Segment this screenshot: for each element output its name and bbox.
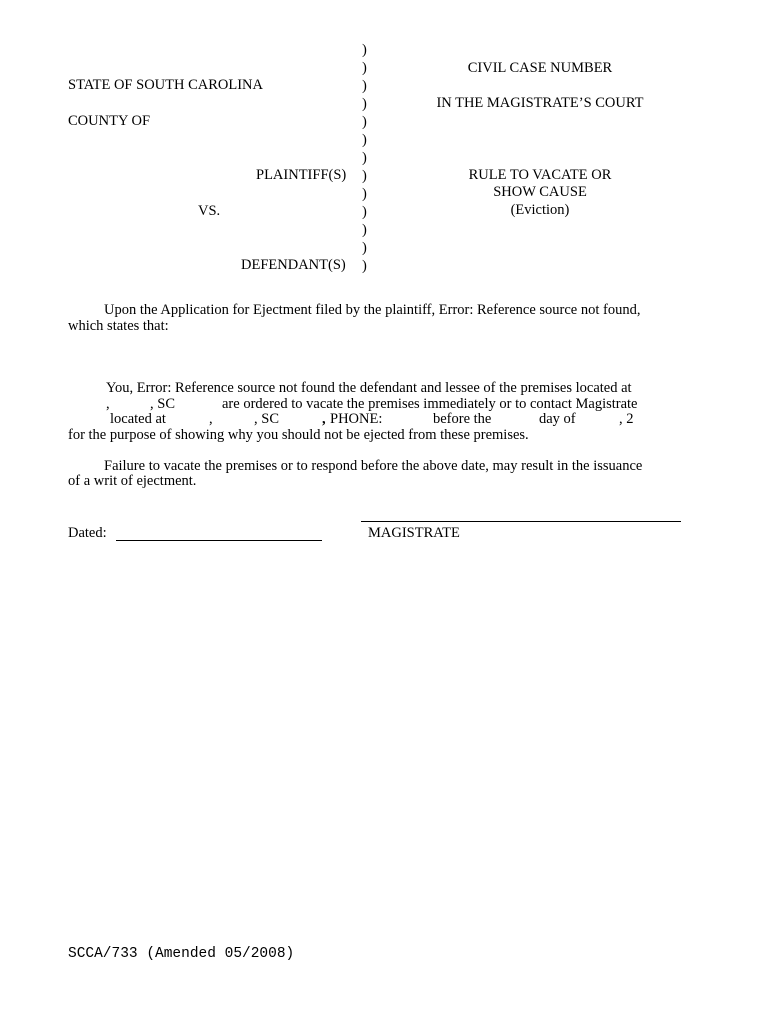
form-identifier: SCCA/733 (Amended 05/2008): [68, 946, 295, 962]
caption-paren: ): [362, 240, 367, 256]
caption-paren: ): [362, 114, 367, 130]
caption-paren: ): [362, 168, 367, 184]
court-label: IN THE MAGISTRATE’S COURT: [436, 95, 644, 111]
document-subtitle: (Eviction): [510, 202, 570, 218]
before-the-label: before the: [433, 411, 492, 427]
document-title-line1: RULE TO VACATE OR: [468, 167, 612, 183]
magistrate-label: MAGISTRATE: [368, 525, 460, 541]
day-of-label: day of: [539, 411, 576, 427]
located-comma: ,: [209, 411, 213, 427]
caption-paren: ): [362, 222, 367, 238]
paragraph-application-line1: Upon the Application for Ejectment filed by the plaintiff, Error: Reference source not found,: [104, 302, 641, 318]
order-comma: ,: [106, 396, 110, 412]
paragraph-failure-line2: of a writ of ejectment.: [68, 473, 197, 489]
caption-paren: ): [362, 42, 367, 58]
caption-paren: ): [362, 132, 367, 148]
caption-paren: ): [362, 186, 367, 202]
phone-comma: ,: [322, 411, 326, 427]
paragraph-failure-line1: Failure to vacate the premises or to respond before the above date, may result in the issuance: [104, 458, 643, 474]
year-prefix: , 2: [619, 411, 634, 427]
caption-paren: ): [362, 258, 367, 274]
order-sc: , SC: [150, 396, 175, 412]
dated-line: [116, 540, 322, 541]
dated-label: Dated:: [68, 525, 107, 541]
vs-label: VS.: [198, 203, 221, 219]
order-instruction: are ordered to vacate the premises immediately or to contact Magistrate: [222, 396, 638, 412]
paragraph-order-line1: You, Error: Reference source not found the defendant and lessee of the premises located at: [106, 380, 632, 396]
county-label: COUNTY OF: [68, 113, 151, 129]
phone-label: PHONE:: [330, 411, 383, 427]
caption-paren: ): [362, 150, 367, 166]
located-sc: , SC: [254, 411, 279, 427]
magistrate-signature-line: [361, 521, 681, 522]
caption-paren: ): [362, 78, 367, 94]
state-label: STATE OF SOUTH CAROLINA: [68, 77, 263, 93]
located-at-label: located at: [110, 411, 166, 427]
paragraph-order-line4: for the purpose of showing why you should not be ejected from these premises.: [68, 427, 529, 443]
plaintiff-label: PLAINTIFF(S): [256, 167, 347, 183]
civil-case-number-label: CIVIL CASE NUMBER: [467, 60, 613, 76]
caption-paren: ): [362, 96, 367, 112]
defendant-label: DEFENDANT(S): [241, 257, 346, 273]
caption-paren: ): [362, 60, 367, 76]
caption-paren: ): [362, 204, 367, 220]
document-title-line2: SHOW CAUSE: [493, 184, 587, 200]
paragraph-application-line2: which states that:: [68, 318, 169, 334]
